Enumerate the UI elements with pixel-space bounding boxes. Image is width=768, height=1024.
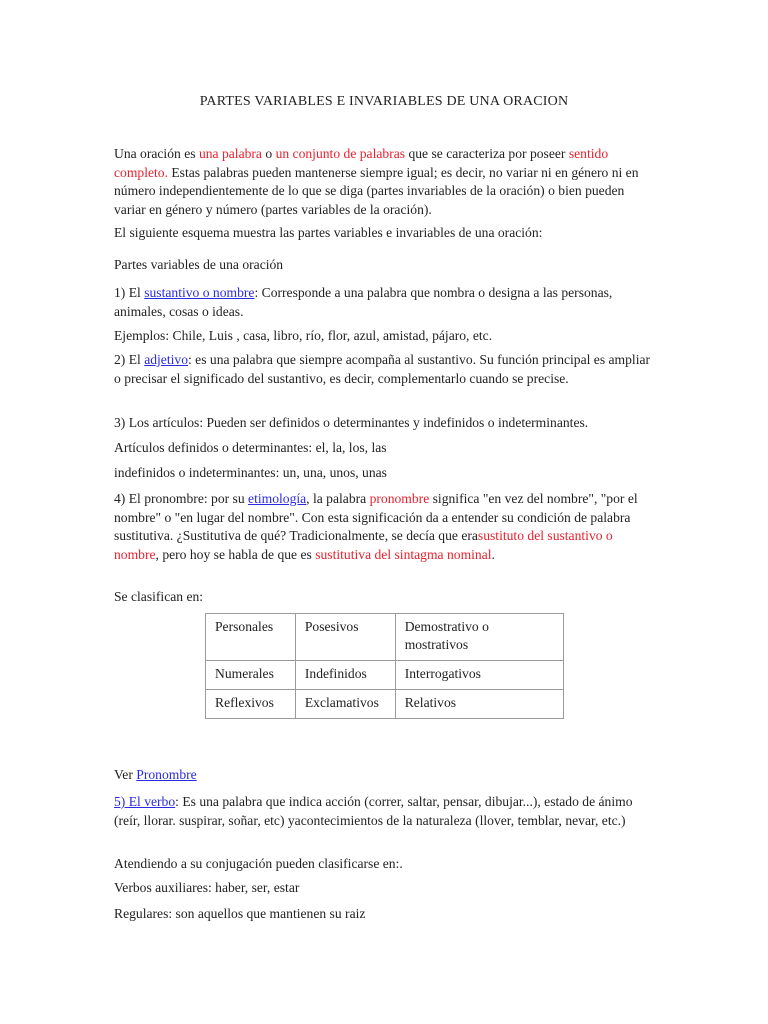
articles-indefinidos-line: indefinidos o indeterminantes: un, una, unos, unas xyxy=(114,465,387,480)
table-cell: Exclamativos xyxy=(295,690,395,719)
table-cell: Posesivos xyxy=(295,614,395,661)
table-row xyxy=(206,690,564,719)
table-row xyxy=(206,661,564,690)
item-4-text-3: , pero hoy se habla de que es xyxy=(155,546,316,562)
intro-paragraph xyxy=(114,145,654,219)
pronoun-types-table xyxy=(205,613,564,719)
table-row xyxy=(206,614,564,661)
verbo-link[interactable]: 5) El verbo xyxy=(114,794,176,809)
ver-line xyxy=(114,766,654,785)
item-4-paragraph xyxy=(114,490,654,564)
etimologia-link[interactable]: etimología xyxy=(248,491,307,506)
pronombre-link[interactable]: Pronombre xyxy=(136,767,197,782)
item-4-highlight-3: sustitutiva del sintagma nominal xyxy=(315,546,492,562)
item-4-end: . xyxy=(491,546,495,562)
item-1-text: : Corresponde a una palabra que nombra o designa a las personas, animales, cosas o ideas. xyxy=(114,285,613,319)
adjetivo-link[interactable]: adjetivo xyxy=(144,352,188,367)
table-cell: Indefinidos xyxy=(295,661,395,690)
item-4-highlight-1: pronombre xyxy=(369,491,430,506)
intro-highlight-2: un conjunto de palabras xyxy=(275,146,406,161)
articles-definidos-line: Artículos definidos o determinantes: el, la, los, las xyxy=(114,440,387,455)
document-title: PARTES VARIABLES E INVARIABLES DE UNA ORACION xyxy=(199,94,569,109)
intro-text-1: Una oración es xyxy=(114,146,199,161)
item-2-prefix: 2) El xyxy=(114,352,145,367)
item-4-highlight-2: sustituto del sustantivo o nombre xyxy=(114,528,613,562)
ver-prefix: Ver xyxy=(114,767,137,782)
examples-line: Ejemplos: Chile, Luis , casa, libro, río, flor, azul, amistad, pájaro, etc. xyxy=(114,328,493,343)
item-5-paragraph xyxy=(114,793,654,830)
sustantivo-link[interactable]: sustantivo o nombre xyxy=(144,285,255,300)
section-heading: Partes variables de una oración xyxy=(114,257,284,272)
table-cell: Relativos xyxy=(395,690,563,719)
schema-line: El siguiente esquema muestra las partes variables e invariables de una oración: xyxy=(114,225,543,240)
classify-line: Se clasifican en: xyxy=(114,589,204,604)
item-1-prefix: 1) El xyxy=(114,285,145,300)
item-4-text-1: , la palabra xyxy=(306,491,370,506)
item-1-paragraph xyxy=(114,284,654,321)
table-cell: Numerales xyxy=(206,661,296,690)
auxiliaries-line: Verbos auxiliares: haber, ser, estar xyxy=(114,880,300,895)
intro-highlight-1: una palabra xyxy=(198,146,262,161)
regulars-line: Regulares: son aquellos que mantienen su raiz xyxy=(114,906,366,921)
intro-highlight-3: sentido completo. xyxy=(114,146,609,180)
item-3-paragraph: 3) Los artículos: Pueden ser definidos o determinantes y indefinidos o indeterminantes. xyxy=(114,415,589,430)
conjugation-line: Atendiendo a su conjugación pueden clasificarse en:. xyxy=(114,856,403,871)
item-2-paragraph xyxy=(114,351,654,388)
item-4-prefix: 4) El pronombre: por su xyxy=(114,491,249,506)
table-cell: Interrogativos xyxy=(395,661,563,690)
intro-text-2: o xyxy=(261,146,276,161)
table-cell: Personales xyxy=(206,614,296,661)
intro-text-4: Estas palabras pueden mantenerse siempre igual; es decir, no variar ni en género ni en número independientemente de lo que se diga (partes invariables de la oración) o bien pueden variar en género y número (partes variables de la oración). xyxy=(114,164,639,217)
table-cell: Demostrativo o mostrativos xyxy=(395,614,563,661)
table-cell: Reflexivos xyxy=(206,690,296,719)
item-5-text: : Es una palabra que indica acción (correr, saltar, pensar, dibujar...), estado de ánimo (reír, llorar. suspirar, soñar, etc) yacontecimientos de la naturaleza (llover, temblar, nevar, etc.) xyxy=(114,794,633,828)
intro-text-3: que se caracteriza por poseer xyxy=(405,146,569,161)
item-2-text: : es una palabra que siempre acompaña al sustantivo. Su función principal es ampliar o precisar el significado del sustantivo, es decir, complementarlo cuando se precise. xyxy=(114,352,651,386)
item-4-text-2: significa "en vez del nombre", "por el nombre" o "en lugar del nombre". Con esta significación da a entender su condición de palabra sustitutiva. ¿Sustitutiva de qué? Tradicionalmente, se decía que era xyxy=(114,491,638,543)
